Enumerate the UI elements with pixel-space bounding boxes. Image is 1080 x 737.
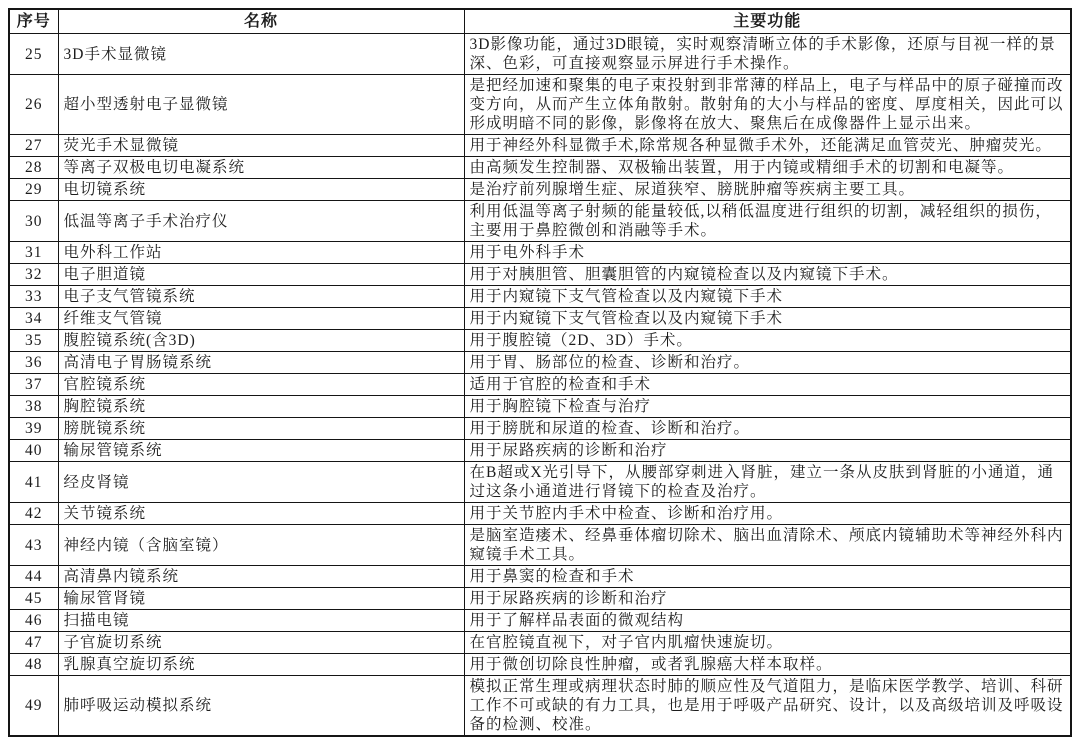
table-row (9, 418, 1071, 440)
row-number-cell: 48 (9, 654, 58, 676)
column-header-function: 主要功能 (464, 9, 1071, 34)
device-function-cell: 用于内窥镜下支气管检查以及内窥镜下手术 (464, 308, 1071, 330)
row-number-cell: 28 (9, 157, 58, 179)
table-header-row (9, 9, 1071, 34)
row-number-cell: 37 (9, 374, 58, 396)
row-number-cell: 31 (9, 242, 58, 264)
table-row (9, 157, 1071, 179)
device-name-cell: 官腔镜系统 (58, 374, 464, 396)
row-number-cell: 47 (9, 632, 58, 654)
table-row (9, 34, 1071, 75)
device-function-cell: 用于胃、肠部位的检查、诊断和治疗。 (464, 352, 1071, 374)
row-number-cell: 40 (9, 440, 58, 462)
table-row (9, 179, 1071, 201)
device-name-cell: 电子支气管镜系统 (58, 286, 464, 308)
table-row (9, 462, 1071, 503)
device-name-cell: 纤维支气管镜 (58, 308, 464, 330)
table-row (9, 135, 1071, 157)
column-header-number: 序号 (9, 9, 58, 34)
device-name-cell: 膀胱镜系统 (58, 418, 464, 440)
device-function-cell: 是脑室造瘘术、经鼻垂体瘤切除术、脑出血清除术、颅底内镜辅助术等神经外科内窥镜手术工具。 (464, 525, 1071, 566)
device-name-cell: 3D手术显微镜 (58, 34, 464, 75)
row-number-cell: 26 (9, 75, 58, 135)
device-name-cell: 子官旋切系统 (58, 632, 464, 654)
device-name-cell: 腹腔镜系统(含3D) (58, 330, 464, 352)
device-name-cell: 乳腺真空旋切系统 (58, 654, 464, 676)
device-function-cell: 用于电外科手术 (464, 242, 1071, 264)
device-function-cell: 3D影像功能，通过3D眼镜，实时观察清晰立体的手术影像，还原与目视一样的景深、色彩，可直接观察显示屏进行手术操作。 (464, 34, 1071, 75)
device-function-cell: 用于对胰胆管、胆囊胆管的内窥镜检查以及内窥镜下手术。 (464, 264, 1071, 286)
table-row (9, 610, 1071, 632)
document-page (8, 8, 1070, 737)
row-number-cell: 44 (9, 566, 58, 588)
table-row (9, 632, 1071, 654)
table-row (9, 676, 1071, 737)
device-name-cell: 荧光手术显微镜 (58, 135, 464, 157)
device-name-cell: 电子胆道镜 (58, 264, 464, 286)
row-number-cell: 27 (9, 135, 58, 157)
device-function-cell: 模拟正常生理或病理状态时肺的顺应性及气道阻力，是临床医学教学、培训、科研工作不可或缺的有力工具，也是用于呼吸产品研究、设计，以及高级培训及呼吸设备的检测、校准。 (464, 676, 1071, 737)
row-number-cell: 33 (9, 286, 58, 308)
device-name-cell: 输尿管肾镜 (58, 588, 464, 610)
row-number-cell: 42 (9, 503, 58, 525)
device-function-cell: 在官腔镜直视下，对子官内肌瘤快速旋切。 (464, 632, 1071, 654)
device-name-cell: 超小型透射电子显微镜 (58, 75, 464, 135)
table-row (9, 566, 1071, 588)
device-function-cell: 用于内窥镜下支气管检查以及内窥镜下手术 (464, 286, 1071, 308)
row-number-cell: 43 (9, 525, 58, 566)
device-name-cell: 高清电子胃肠镜系统 (58, 352, 464, 374)
device-function-cell: 由高频发生控制器、双极输出装置，用于内镜或精细手术的切割和电凝等。 (464, 157, 1071, 179)
device-name-cell: 电外科工作站 (58, 242, 464, 264)
table-row (9, 440, 1071, 462)
device-function-cell: 在B超或X光引导下，从腰部穿刺进入肾脏，建立一条从皮肤到肾脏的小通道，通过这条小通道进行肾镜下的检查及治疗。 (464, 462, 1071, 503)
table-row (9, 352, 1071, 374)
table-row (9, 75, 1071, 135)
column-header-name: 名称 (58, 9, 464, 34)
table-row (9, 242, 1071, 264)
row-number-cell: 32 (9, 264, 58, 286)
device-name-cell: 肺呼吸运动模拟系统 (58, 676, 464, 737)
row-number-cell: 38 (9, 396, 58, 418)
table-row (9, 308, 1071, 330)
device-function-cell: 用于腹腔镜（2D、3D）手术。 (464, 330, 1071, 352)
table-row (9, 286, 1071, 308)
row-number-cell: 39 (9, 418, 58, 440)
table-row (9, 374, 1071, 396)
device-function-cell: 适用于官腔的检查和手术 (464, 374, 1071, 396)
row-number-cell: 49 (9, 676, 58, 737)
device-name-cell: 低温等离子手术治疗仪 (58, 201, 464, 242)
device-function-cell: 用于神经外科显微手术,除常规各种显微手术外，还能满足血管荧光、肿瘤荧光。 (464, 135, 1071, 157)
table-row (9, 588, 1071, 610)
table-row (9, 396, 1071, 418)
row-number-cell: 46 (9, 610, 58, 632)
device-name-cell: 关节镜系统 (58, 503, 464, 525)
device-function-cell: 用于胸腔镜下检查与治疗 (464, 396, 1071, 418)
device-name-cell: 电切镜系统 (58, 179, 464, 201)
table-row (9, 201, 1071, 242)
device-function-cell: 是把经加速和聚集的电子束投射到非常薄的样品上，电子与样品中的原子碰撞而改变方向，从而产生立体角散射。散射角的大小与样品的密度、厚度相关，因此可以形成明暗不同的影像，影像将在放大、聚焦后在成像器件上显示出来。 (464, 75, 1071, 135)
row-number-cell: 30 (9, 201, 58, 242)
table-row (9, 654, 1071, 676)
row-number-cell: 45 (9, 588, 58, 610)
device-function-cell: 利用低温等离子射频的能量较低,以稍低温度进行组织的切割，减轻组织的损伤，主要用于鼻腔微创和消融等手术。 (464, 201, 1071, 242)
device-function-cell: 用于关节腔内手术中检查、诊断和治疗用。 (464, 503, 1071, 525)
device-function-cell: 用于尿路疾病的诊断和治疗 (464, 440, 1071, 462)
device-function-cell: 用于微创切除良性肿瘤，或者乳腺癌大样本取样。 (464, 654, 1071, 676)
row-number-cell: 25 (9, 34, 58, 75)
row-number-cell: 41 (9, 462, 58, 503)
row-number-cell: 36 (9, 352, 58, 374)
device-name-cell: 扫描电镜 (58, 610, 464, 632)
device-function-cell: 用于膀胱和尿道的检查、诊断和治疗。 (464, 418, 1071, 440)
device-function-cell: 用于鼻窦的检查和手术 (464, 566, 1071, 588)
row-number-cell: 34 (9, 308, 58, 330)
device-name-cell: 输尿管镜系统 (58, 440, 464, 462)
row-number-cell: 29 (9, 179, 58, 201)
device-name-cell: 经皮肾镜 (58, 462, 464, 503)
device-name-cell: 胸腔镜系统 (58, 396, 464, 418)
equipment-table (8, 8, 1072, 737)
device-function-cell: 是治疗前列腺增生症、尿道狭窄、膀胱肿瘤等疾病主要工具。 (464, 179, 1071, 201)
row-number-cell: 35 (9, 330, 58, 352)
table-row (9, 330, 1071, 352)
device-name-cell: 等离子双极电切电凝系统 (58, 157, 464, 179)
table-row (9, 503, 1071, 525)
device-function-cell: 用于尿路疾病的诊断和治疗 (464, 588, 1071, 610)
table-row (9, 525, 1071, 566)
device-name-cell: 神经内镜（含脑室镜） (58, 525, 464, 566)
device-name-cell: 高清鼻内镜系统 (58, 566, 464, 588)
device-function-cell: 用于了解样品表面的微观结构 (464, 610, 1071, 632)
table-row (9, 264, 1071, 286)
